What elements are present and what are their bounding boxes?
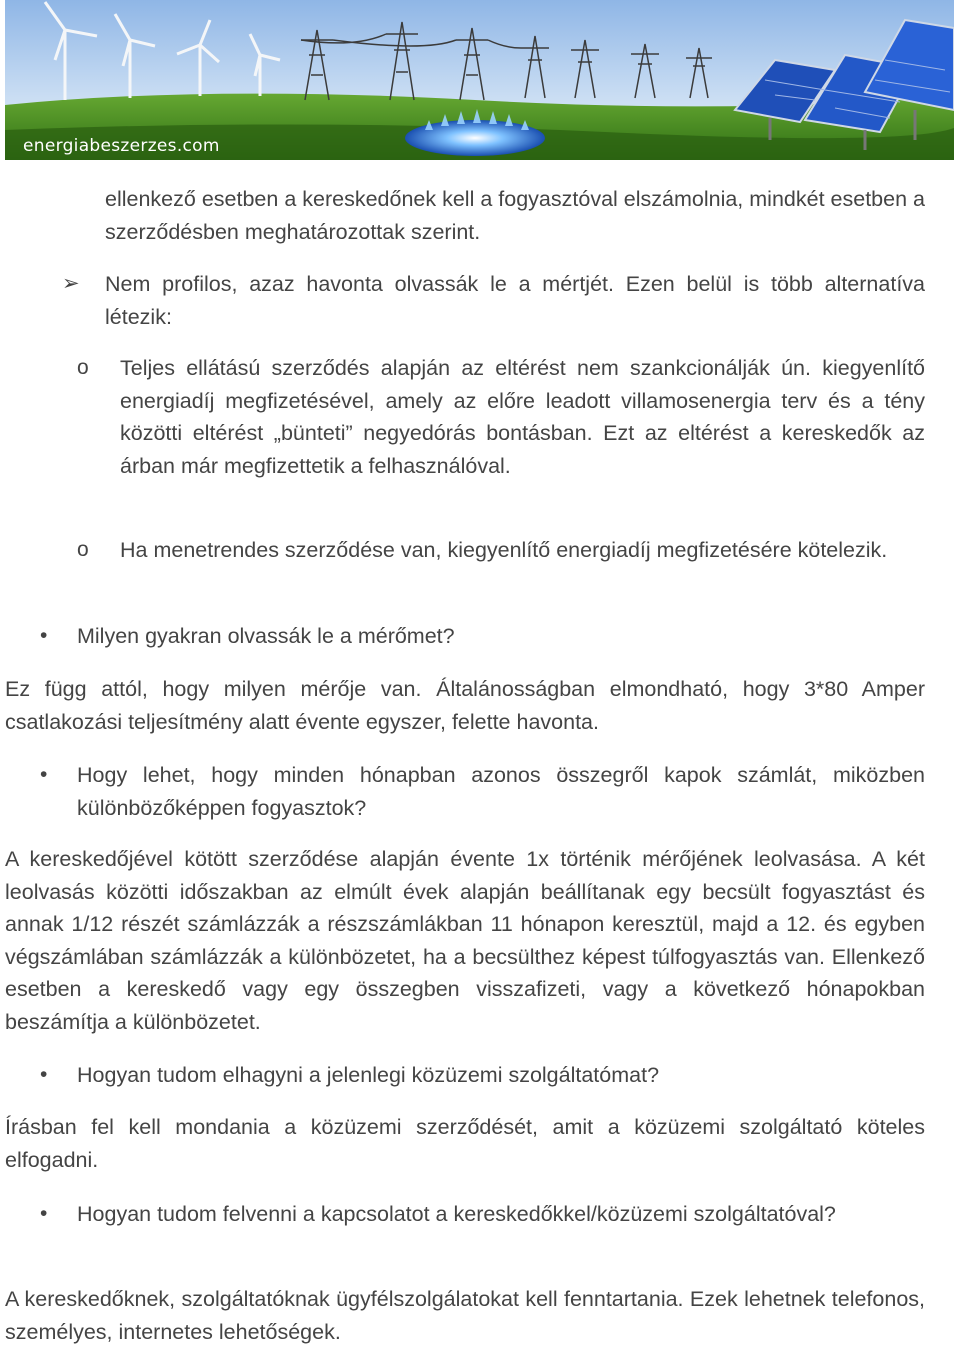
sub-list-item: Teljes ellátású szerződés alapján az eltérést nem szankcionálják ún. kiegyenlítő energiadíj megfizetésével, amely az előre leadott villamosenergia terv és a tény közötti eltérést „bünteti” negyedórás bontásban. Ezt az eltérést a kereskedők az árban már megfizettetik a felhasználóval. [120,356,925,478]
circle-bullet-icon: o [77,538,89,561]
question-heading: Milyen gyakran olvassák le a mérőmet? [77,624,455,648]
sub-list-item: Ha menetrendes szerződése van, kiegyenlítő energiadíj megfizetésére kötelezik. [120,538,888,562]
header-banner [5,0,954,160]
dot-bullet-icon: • [40,1202,48,1225]
dot-bullet-icon: • [40,624,48,647]
answer-paragraph: Ez függ attól, hogy milyen mérője van. Általánosságban elmondható, hogy 3*80 Amper csatlakozási teljesítmény alatt évente egyszer, felette havonta. [5,677,925,734]
paragraph-continuation: ellenkező esetben a kereskedőnek kell a fogyasztóval elszámolnia, mindkét esetben a szerződésben meghatározottak szerint. [105,187,925,244]
arrow-list-item: Nem profilos, azaz havonta olvassák le a mértjét. Ezen belül is több alternatíva létezik: [105,272,925,329]
arrow-bullet-icon: ➢ [62,272,80,295]
circle-bullet-icon: o [77,356,89,379]
dot-bullet-icon: • [40,1063,48,1086]
site-name: energiabeszerzes.com [23,136,220,156]
question-heading: Hogyan tudom felvenni a kapcsolatot a kereskedőkkel/közüzemi szolgáltatóval? [77,1202,836,1226]
answer-paragraph: A kereskedőknek, szolgáltatóknak ügyfélszolgálatokat kell fenntartania. Ezek lehetnek telefonos, személyes, internetes lehetőségek. [5,1287,925,1344]
question-heading: Hogy lehet, hogy minden hónapban azonos összegről kapok számlát, miközben különbözőképpen fogyasztok? [77,763,925,820]
dot-bullet-icon: • [40,763,48,786]
question-heading: Hogyan tudom elhagyni a jelenlegi közüzemi szolgáltatómat? [77,1063,660,1087]
answer-paragraph: Írásban fel kell mondania a közüzemi szerződését, amit a közüzemi szolgáltató köteles elfogadni. [5,1115,925,1172]
answer-paragraph: A kereskedőjével kötött szerződése alapján évente 1x történik mérőjének leolvasása. A két leolvasás közötti időszakban az elmúlt évek alapján beállítanak egy becsült fogyasztást és annak 1/12 részét számlázzák a részszámlákban 11 hónapon keresztül, majd a 12. és egyben végszámlában számlázzák a különbözetet, ha a becsülthez képest túlfogyasztás van. Ellenkező esetben a kereskedő vagy egy összegben visszafizeti, vagy a következő hónapokban beszámítja a különbözetet. [5,847,925,1034]
